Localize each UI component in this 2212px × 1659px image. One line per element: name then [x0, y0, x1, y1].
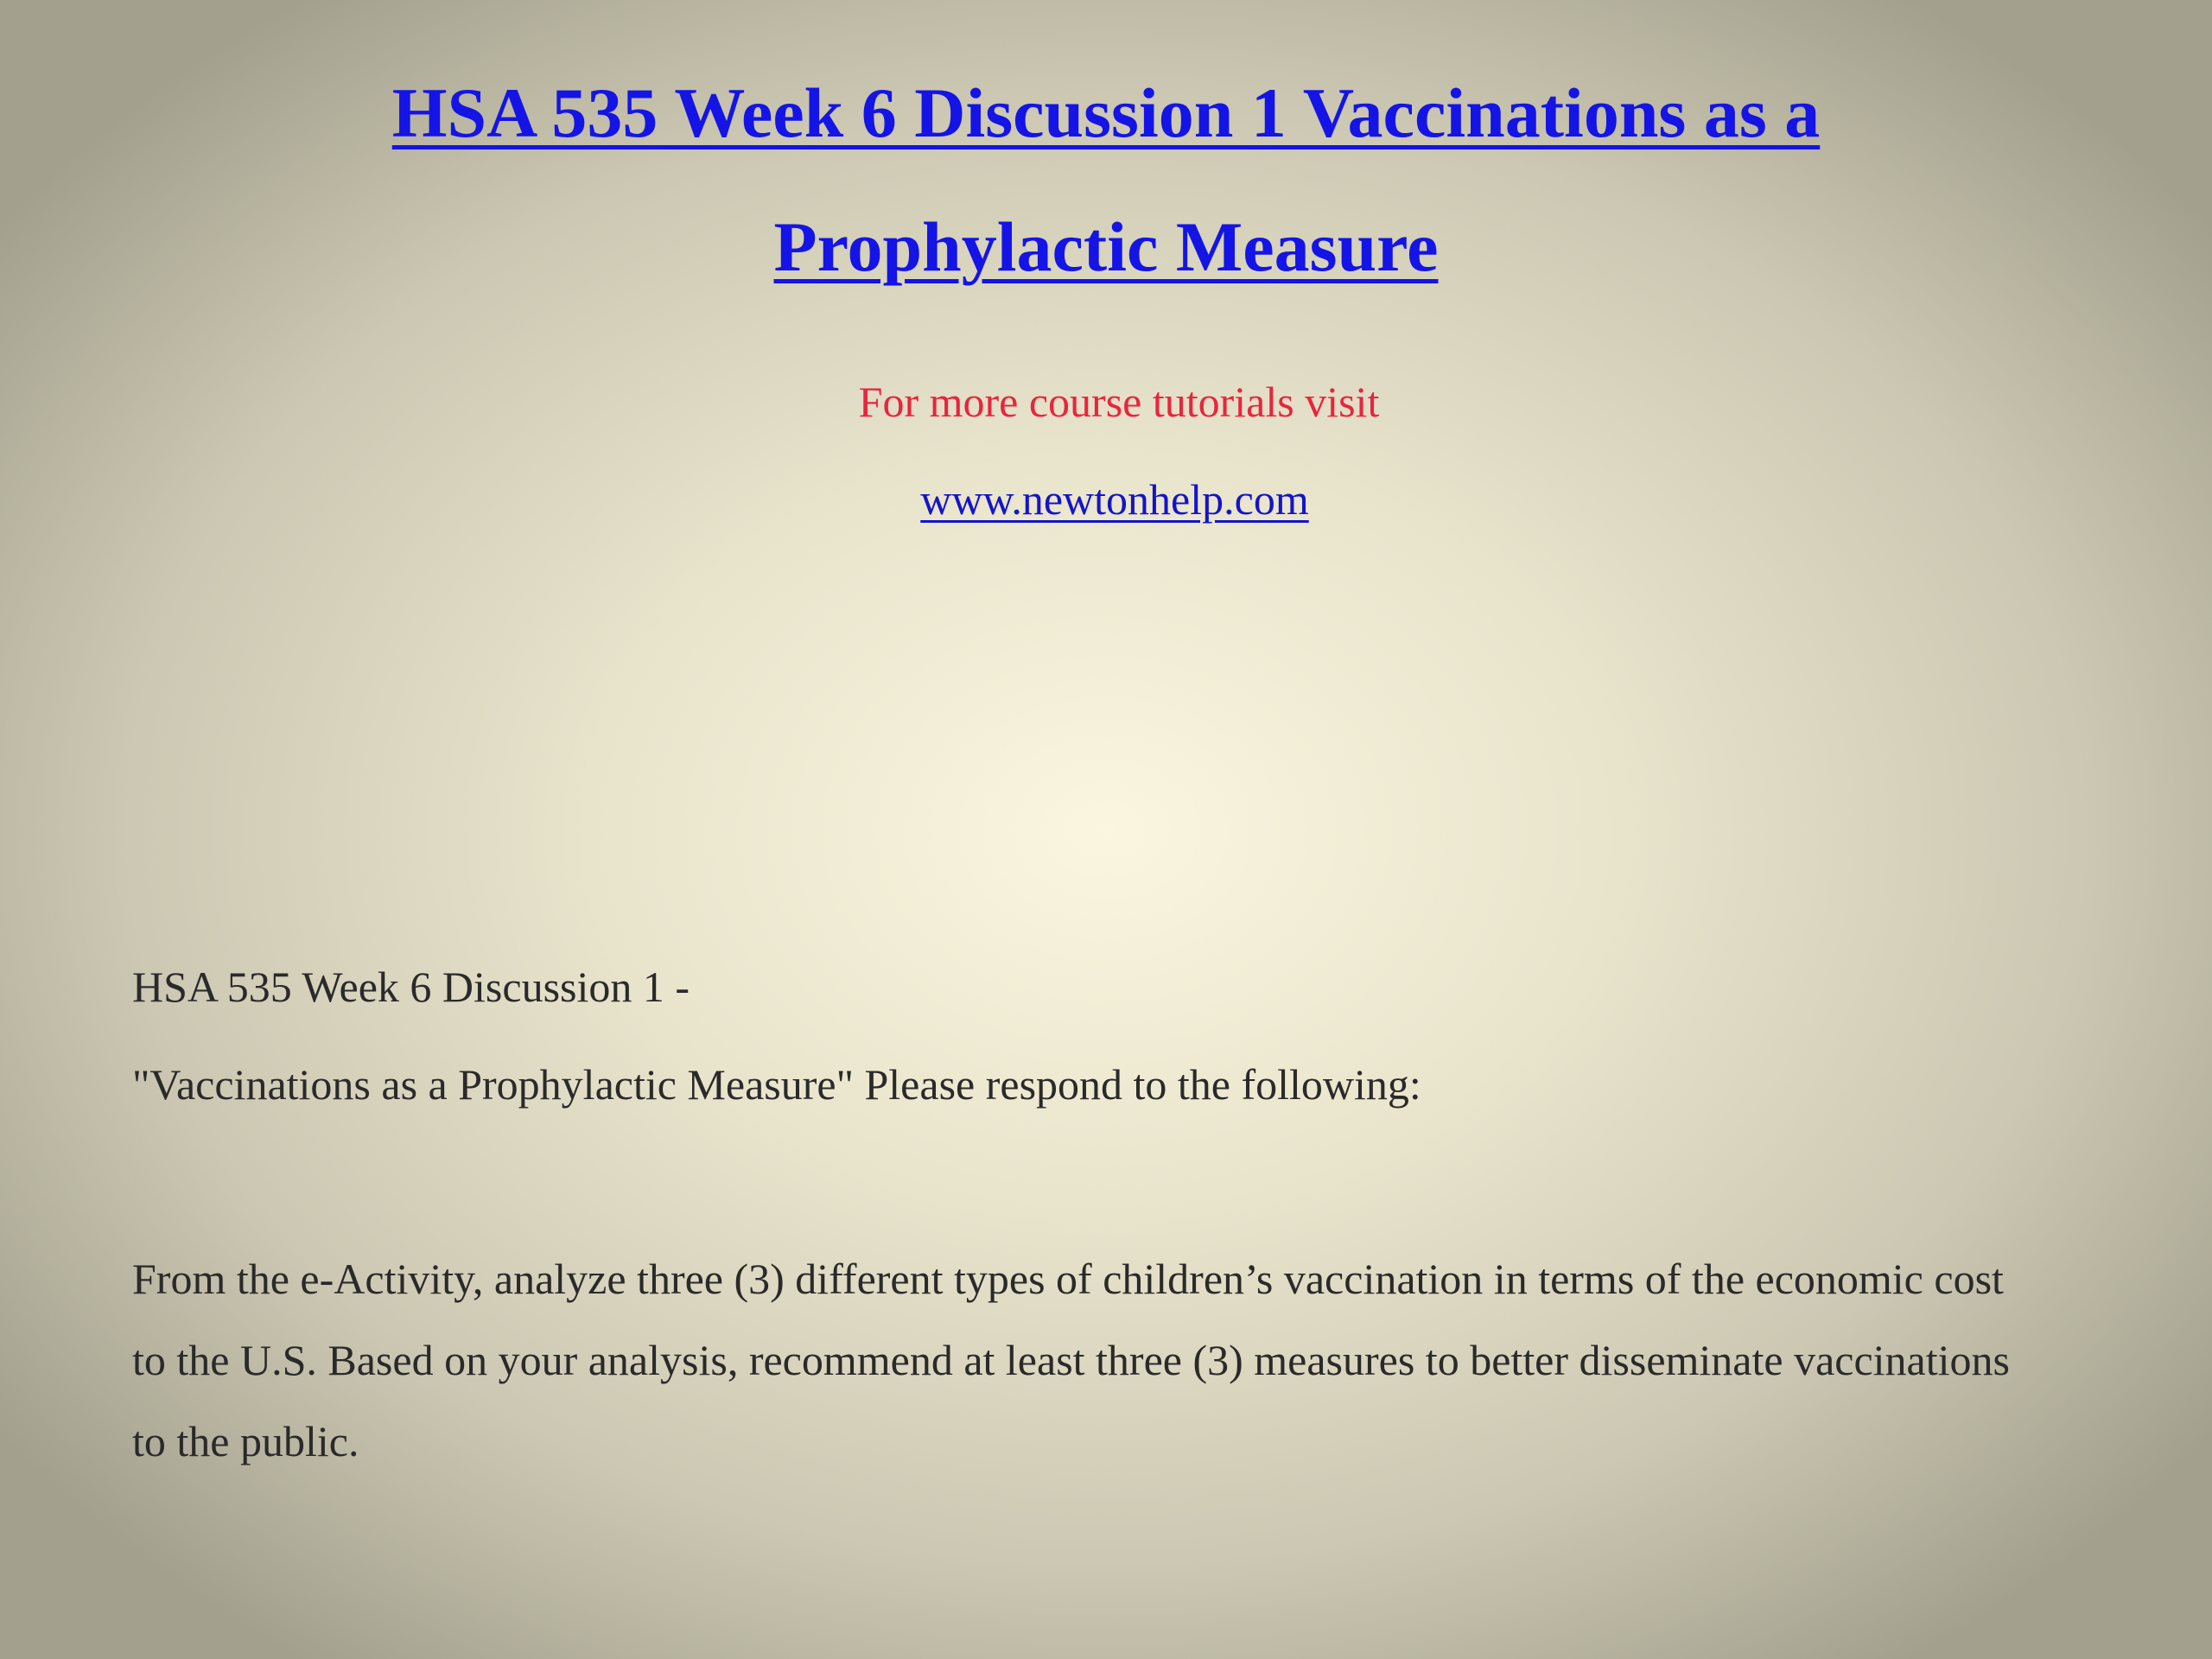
website-link[interactable]: www.newtonhelp.com	[920, 475, 1309, 524]
title-link-line-1[interactable]: HSA 535 Week 6 Discussion 1 Vaccinations as a	[391, 73, 1821, 152]
title-link-line-2[interactable]: Prophylactic Measure	[773, 207, 1439, 286]
promo-text: For more course tutorials visit	[858, 378, 1380, 426]
paragraph-line: to the public.	[132, 1417, 359, 1465]
discussion-prompt: "Vaccinations as a Prophylactic Measure" Please respond to the following:	[132, 1060, 1421, 1109]
paragraph-line: to the U.S. Based on your analysis, recommend at least three (3) measures to better disseminate vaccinations	[132, 1336, 2010, 1384]
discussion-heading: HSA 535 Week 6 Discussion 1 -	[132, 963, 690, 1011]
paragraph-line: From the e-Activity, analyze three (3) different types of children’s vaccination in terms of the economic cost	[132, 1255, 2004, 1303]
